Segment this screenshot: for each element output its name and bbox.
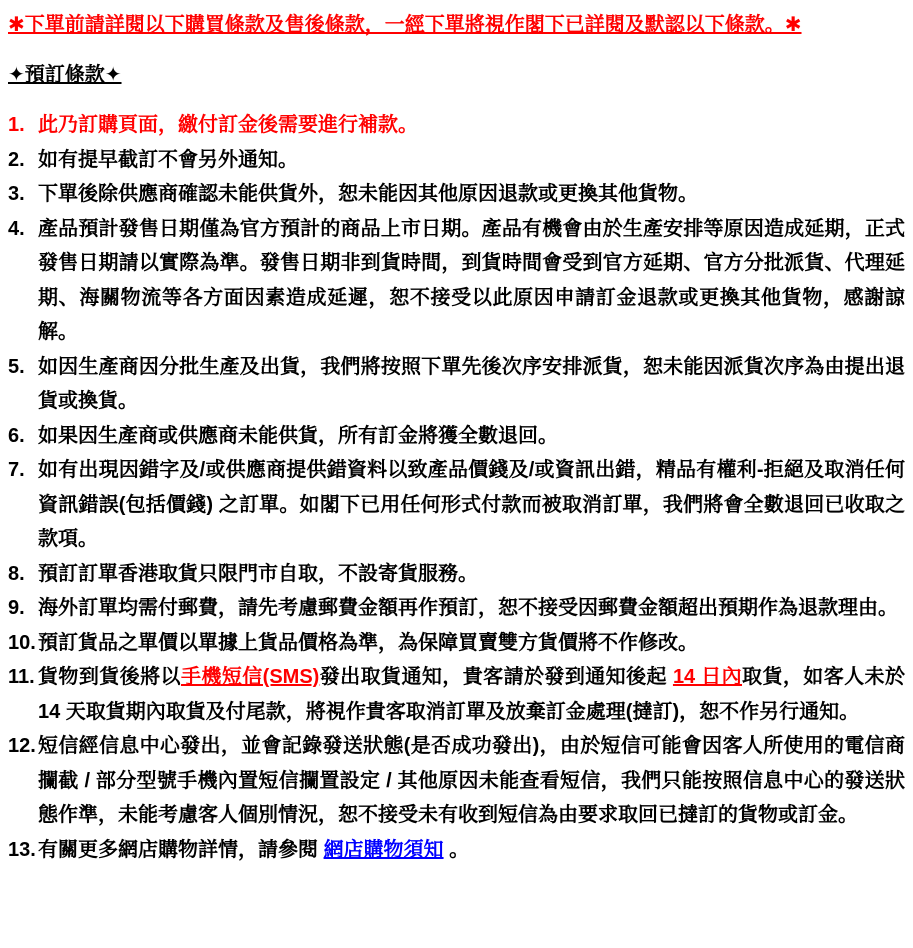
section-heading: ✦預訂條款✦ [8, 64, 122, 86]
highlighted-term-text: 14 日內 [672, 666, 743, 688]
term-text: 預訂訂單香港取貨只限門市自取，不設寄貨服務。 [38, 562, 478, 585]
term-item [8, 626, 905, 661]
term-number: 2. [8, 148, 25, 171]
term-item [8, 591, 905, 626]
term-item [8, 833, 905, 868]
term-text: 產品預計發售日期僅為官方預計的商品上市日期。產品有機會由於生產安排等原因造成延期，正式發售日期請以實際為準。發售日期非到貨時間，到貨時間會受到官方延期、官方分批派貨、代理延期、海關物流等各方面因素造成延遲，恕不接受以此原因申請訂金退款或更換其他貨物，感謝諒解。 [38, 217, 905, 343]
term-number: 7. [8, 459, 25, 481]
purchase-notice-banner: ✱下單前請詳閱以下購買條款及售後條款，一經下單將視作閣下已詳閱及默認以下條款。✱ [8, 14, 802, 36]
term-text: 發出取貨通知，貴客請於發到通知後起 [319, 666, 673, 688]
term-text: 下單後除供應商確認未能供貨外，恕未能因其他原因退款或更換其他貨物。 [38, 183, 698, 205]
term-item [8, 660, 905, 729]
term-item [8, 557, 905, 592]
term-text: 如有出現因錯字及/或供應商提供錯資料以致產品價錢及/或資訊出錯，精品有權利-拒絕及取消任何資訊錯誤(包括價錢) 之訂單。如閣下已用任何形式付款而被取消訂單，我們將會全數退回已收取之款項。 [38, 459, 905, 550]
term-number: 9. [8, 597, 25, 619]
term-text: 預訂貨品之單價以單據上貨品價格為準，為保障買賣雙方貨價將不作修改。 [38, 631, 698, 654]
term-number: 12. [8, 735, 36, 757]
term-text: 短信經信息中心發出，並會記錄發送狀態(是否成功發出)，由於短信可能會因客人所使用的電信商攔截 / 部分型號手機內置短信攔置設定 / 其他原因未能查看短信，我們只能按照信息中心的發送狀態作準，未能考慮客人個別情況，恕不接受未有收到短信為由要求取回已撻訂的貨物或訂金。 [38, 735, 905, 826]
term-number: 11. [8, 666, 35, 688]
term-text: 如果因生產商或供應商未能供貨，所有訂金將獲全數退回。 [38, 424, 558, 447]
term-item [8, 177, 905, 212]
term-text: 。 [443, 838, 470, 861]
term-number: 4. [8, 217, 25, 240]
term-number: 10. [8, 631, 36, 654]
terms-list [8, 108, 905, 867]
term-item [8, 350, 905, 419]
term-item [8, 453, 905, 557]
term-number: 8. [8, 562, 25, 585]
term-item [8, 419, 905, 454]
term-item [8, 212, 905, 350]
term-text: 如有提早截訂不會另外通知。 [38, 148, 298, 171]
term-number: 5. [8, 355, 25, 378]
term-text: 如因生產商因分批生產及出貨，我們將按照下單先後次序安排派貨，恕未能因派貨次序為由提出退貨或換貨。 [38, 355, 905, 412]
term-text: 海外訂單均需付郵費，請先考慮郵費金額再作預訂，恕不接受因郵費金額超出預期作為退款理由。 [38, 597, 898, 619]
term-number: 6. [8, 424, 25, 447]
term-text: 有關更多網店購物詳情，請參閱 [38, 838, 324, 861]
term-text: 貨物到貨後將以 [38, 666, 181, 688]
term-item [8, 143, 905, 178]
term-number: 3. [8, 183, 25, 205]
term-number: 1. [8, 114, 25, 136]
highlighted-term-text: 手機短信(SMS) [180, 666, 320, 688]
term-text: 取貨，如客人未於 14 天取貨期內取貨及付尾款，將視作貴客取消訂單及放棄訂金處理(撻訂)，恕不作另行通知。 [38, 666, 905, 723]
term-item [8, 108, 905, 143]
term-item [8, 729, 905, 833]
term-text: 此乃訂購頁面，繳付訂金後需要進行補款。 [38, 114, 418, 136]
store-shopping-guide-link[interactable]: 網店購物須知 [323, 838, 444, 861]
term-number: 13. [8, 838, 36, 861]
